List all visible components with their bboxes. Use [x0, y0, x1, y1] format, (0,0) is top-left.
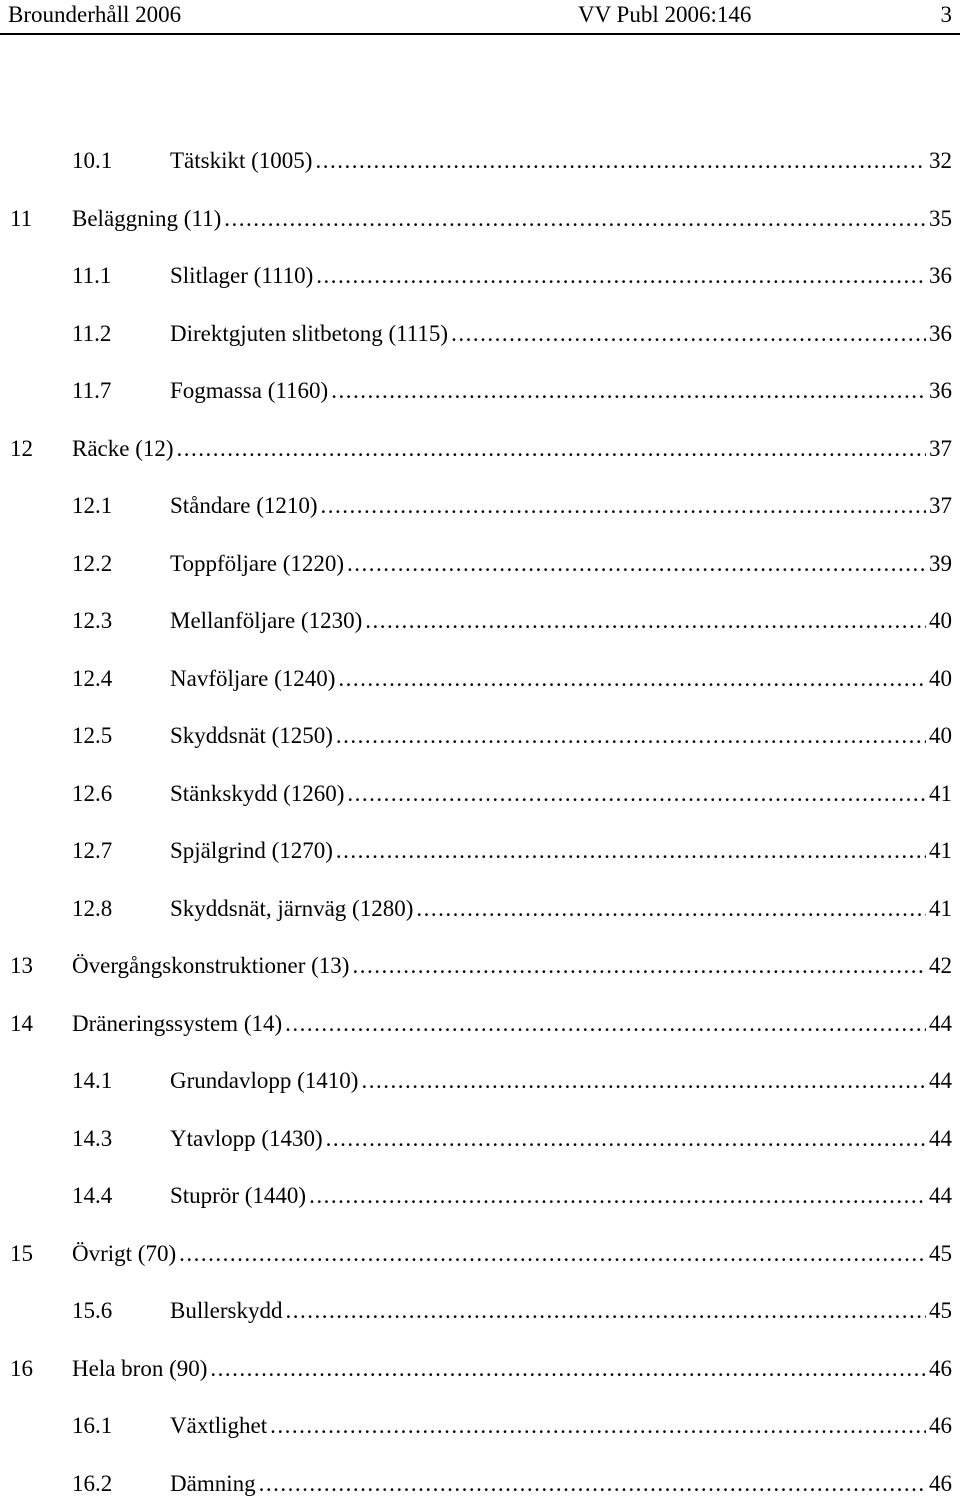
toc-entry-line: [72, 950, 952, 982]
toc-dot-leader: [177, 433, 926, 465]
toc-entry-title: Stänkskydd (1260): [170, 781, 345, 806]
toc-entry-number: 14.3: [72, 1126, 113, 1151]
toc-entry-line: [170, 1180, 952, 1212]
toc-entry-page: 37: [929, 493, 952, 518]
header-divider: [0, 33, 960, 35]
toc-entry-number: 15.6: [72, 1298, 113, 1323]
toc-entry-title: Beläggning (11): [72, 206, 222, 231]
toc-dot-leader: [336, 835, 926, 867]
toc-entry-page: 40: [929, 723, 952, 748]
toc-dot-leader: [309, 1180, 926, 1212]
toc-dot-leader: [338, 663, 926, 695]
toc-entry-page: 41: [929, 781, 952, 806]
toc-entry-line: [72, 433, 952, 465]
toc-entry-page: 36: [929, 378, 952, 403]
toc-entry-line: [170, 145, 952, 177]
toc-entry[interactable]: [0, 318, 960, 350]
toc-entry[interactable]: [0, 1180, 960, 1212]
toc-entry-title: Slitlager (1110): [170, 263, 314, 288]
toc-entry-number: 13: [10, 953, 33, 978]
toc-entry-title: Övergångskonstruktioner (13): [72, 953, 350, 978]
toc-entry-page: 39: [929, 551, 952, 576]
toc-entry-title: Skyddsnät, järnväg (1280): [170, 896, 414, 921]
toc-entry-number: 12.6: [72, 781, 113, 806]
toc-entry-title: Bullerskydd: [170, 1298, 283, 1323]
toc-entry[interactable]: [0, 375, 960, 407]
toc-entry[interactable]: [0, 490, 960, 522]
toc-dot-leader: [224, 203, 926, 235]
toc-entry-number: 11.7: [72, 378, 112, 403]
toc-entry-page: 36: [929, 263, 952, 288]
toc-entry[interactable]: [0, 260, 960, 292]
toc-entry-number: 12.1: [72, 493, 113, 518]
toc-entry-number: 12.5: [72, 723, 113, 748]
toc-dot-leader: [361, 1065, 926, 1097]
document-title: Brounderhåll 2006: [8, 2, 182, 27]
toc-entry[interactable]: [0, 1008, 960, 1040]
toc-entry-number: 12.7: [72, 838, 113, 863]
toc-entry-line: [170, 663, 952, 695]
toc-entry[interactable]: [0, 145, 960, 177]
toc-entry-number: 10.1: [72, 148, 113, 173]
page-header: [0, 0, 960, 33]
toc-entry[interactable]: [0, 203, 960, 235]
toc-dot-leader: [270, 1410, 926, 1442]
toc-entry-number: 15: [10, 1241, 33, 1266]
toc-dot-leader: [331, 375, 926, 407]
toc-entry-page: 36: [929, 321, 952, 346]
toc-entry-page: 44: [929, 1183, 952, 1208]
toc-entry[interactable]: [0, 778, 960, 810]
toc-entry-number: 14.4: [72, 1183, 113, 1208]
toc-entry-number: 16.1: [72, 1413, 113, 1438]
toc-dot-leader: [285, 1008, 926, 1040]
toc-entry-line: [170, 375, 952, 407]
toc-entry[interactable]: [0, 835, 960, 867]
toc-entry-line: [170, 318, 952, 350]
toc-dot-leader: [326, 1123, 926, 1155]
toc-dot-leader: [315, 145, 926, 177]
toc-entry-title: Direktgjuten slitbetong (1115): [170, 321, 449, 346]
toc-entry-line: [170, 548, 952, 580]
toc-dot-leader: [416, 893, 926, 925]
toc-entry-title: Mellanföljare (1230): [170, 608, 363, 633]
toc-entry[interactable]: [0, 433, 960, 465]
toc-entry-number: 14.1: [72, 1068, 113, 1093]
toc-entry[interactable]: [0, 1410, 960, 1442]
toc-entry-line: [170, 1410, 952, 1442]
toc-entry-page: 46: [929, 1471, 952, 1496]
toc-entry-page: 44: [929, 1011, 952, 1036]
toc-entry-page: 41: [929, 838, 952, 863]
toc-entry-number: 16: [10, 1356, 33, 1381]
toc-entry-page: 35: [929, 206, 952, 231]
toc-entry[interactable]: [0, 605, 960, 637]
toc-entry-line: [170, 778, 952, 810]
toc-entry-title: Räcke (12): [72, 436, 174, 461]
toc-entry-page: 40: [929, 608, 952, 633]
toc-entry[interactable]: [0, 950, 960, 982]
toc-dot-leader: [316, 260, 926, 292]
toc-entry-page: 46: [929, 1413, 952, 1438]
toc-entry-page: 41: [929, 896, 952, 921]
toc-entry-number: 11: [10, 206, 33, 231]
toc-entry-line: [72, 1238, 952, 1270]
toc-dot-leader: [336, 720, 926, 752]
toc-dot-leader: [451, 318, 926, 350]
toc-entry-line: [170, 1468, 952, 1500]
toc-entry-number: 16.2: [72, 1471, 113, 1496]
toc-entry[interactable]: [0, 1468, 960, 1500]
toc-entry-page: 40: [929, 666, 952, 691]
toc-entry-title: Toppföljare (1220): [170, 551, 345, 576]
toc-entry-title: Grundavlopp (1410): [170, 1068, 359, 1093]
toc-entry-line: [72, 1008, 952, 1040]
toc-entry-title: Övrigt (70): [72, 1241, 177, 1266]
toc-dot-leader: [321, 490, 926, 522]
toc-entry[interactable]: [0, 720, 960, 752]
toc-dot-leader: [285, 1295, 926, 1327]
toc-entry-title: Spjälgrind (1270): [170, 838, 333, 863]
toc-entry-title: Dämning: [170, 1471, 256, 1496]
page-number: 3: [940, 2, 952, 27]
toc-entry[interactable]: [0, 893, 960, 925]
toc-entry-page: 45: [929, 1241, 952, 1266]
toc-entry[interactable]: [0, 1065, 960, 1097]
toc-entry[interactable]: [0, 1238, 960, 1270]
toc-entry-line: [170, 1123, 952, 1155]
toc-entry[interactable]: [0, 1353, 960, 1385]
toc-entry-page: 44: [929, 1068, 952, 1093]
toc-entry-number: 12.2: [72, 551, 113, 576]
toc-entry-number: 12.8: [72, 896, 113, 921]
toc-entry[interactable]: [0, 1123, 960, 1155]
toc-entry-number: 11.1: [72, 263, 112, 288]
toc-entry-title: Tätskikt (1005): [170, 148, 313, 173]
toc-entry-number: 12.4: [72, 666, 113, 691]
toc-entry-title: Navföljare (1240): [170, 666, 336, 691]
toc-entry-page: 37: [929, 436, 952, 461]
toc-entry[interactable]: [0, 548, 960, 580]
publication-number: VV Publ 2006:146: [578, 2, 752, 27]
toc-dot-leader: [259, 1468, 926, 1500]
toc-entry-line: [72, 203, 952, 235]
toc-entry-title: Växtlighet: [170, 1413, 268, 1438]
toc-dot-leader: [347, 778, 926, 810]
toc-entry-title: Stuprör (1440): [170, 1183, 307, 1208]
toc-entry-line: [170, 605, 952, 637]
toc-entry-page: 42: [929, 953, 952, 978]
toc-dot-leader: [179, 1238, 926, 1270]
toc-entry-title: Fogmassa (1160): [170, 378, 329, 403]
toc-entry[interactable]: [0, 663, 960, 695]
toc-entry-title: Dräneringssystem (14): [72, 1011, 283, 1036]
toc-entry-line: [72, 1353, 952, 1385]
toc-entry-line: [170, 1065, 952, 1097]
toc-entry-title: Ytavlopp (1430): [170, 1126, 323, 1151]
toc-dot-leader: [347, 548, 926, 580]
toc-entry-page: 46: [929, 1356, 952, 1381]
toc-dot-leader: [210, 1353, 926, 1385]
toc-entry-line: [170, 835, 952, 867]
toc-entry-number: 11.2: [72, 321, 112, 346]
toc-entry-line: [170, 1295, 952, 1327]
toc-entry-title: Skyddsnät (1250): [170, 723, 333, 748]
toc-entry-title: Hela bron (90): [72, 1356, 208, 1381]
toc-dot-leader: [352, 950, 926, 982]
toc-entry-number: 12: [10, 436, 33, 461]
toc-entry-line: [170, 893, 952, 925]
toc-entry-line: [170, 260, 952, 292]
toc-entry-number: 12.3: [72, 608, 113, 633]
toc-entry-page: 32: [929, 148, 952, 173]
toc-entry-number: 14: [10, 1011, 33, 1036]
toc-entry-page: 44: [929, 1126, 952, 1151]
toc-entry-line: [170, 490, 952, 522]
toc-entry-title: Ståndare (1210): [170, 493, 318, 518]
toc-entry-line: [170, 720, 952, 752]
toc-entry[interactable]: [0, 1295, 960, 1327]
toc-entry-page: 45: [929, 1298, 952, 1323]
toc-dot-leader: [365, 605, 926, 637]
